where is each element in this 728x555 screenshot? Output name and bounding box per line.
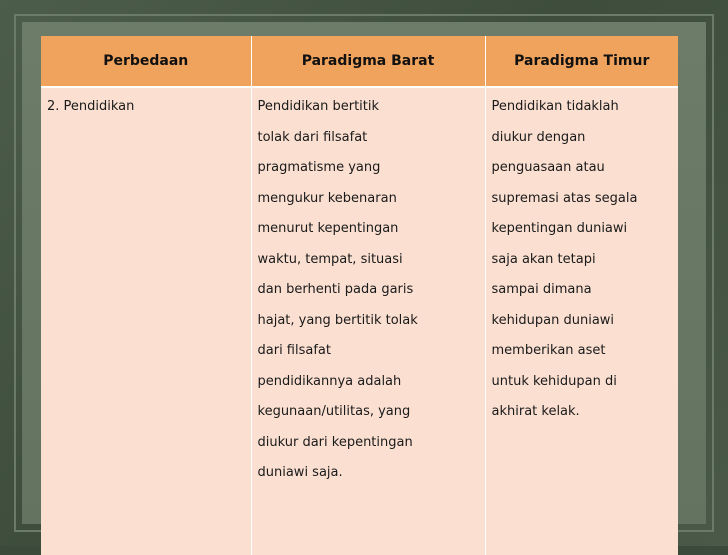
barat-line: diukur dari kepentingan <box>257 434 413 450</box>
barat-line: dan berhenti pada garis <box>257 282 414 297</box>
header-paradigma-timur: Paradigma Timur <box>485 36 678 87</box>
barat-line: dari filsafat <box>257 343 331 358</box>
barat-line: kegunaan/utilitas, yang <box>257 404 411 419</box>
timur-line: kehidupan duniawi <box>491 312 615 328</box>
barat-line: hajat, yang bertitik tolak <box>257 312 418 328</box>
timur-line: penguasaan atau <box>491 160 605 175</box>
comparison-table <box>41 36 678 555</box>
table-header-row <box>41 36 678 87</box>
header-paradigma-barat: Paradigma Barat <box>251 36 485 87</box>
timur-line: memberikan aset <box>491 343 606 358</box>
barat-line: menurut kepentingan <box>257 221 399 236</box>
timur-line: supremasi atas segala <box>491 190 638 206</box>
cell-aspect <box>41 87 251 555</box>
barat-line: pragmatisme yang <box>257 160 381 175</box>
barat-line: duniawi saja. <box>257 465 343 480</box>
table-row <box>41 87 678 555</box>
timur-line: Pendidikan tidaklah <box>491 99 619 114</box>
barat-line: Pendidikan bertitik <box>257 99 380 114</box>
barat-line: waktu, tempat, situasi <box>257 251 403 267</box>
timur-line: kepentingan duniawi <box>491 221 628 236</box>
timur-line: sampai dimana <box>491 282 592 297</box>
barat-line: pendidikannya adalah <box>257 373 402 389</box>
barat-line: mengukur kebenaran <box>257 190 397 206</box>
timur-line: akhirat kelak. <box>491 404 580 419</box>
cell-paradigma-timur <box>485 87 678 555</box>
timur-line: saja akan tetapi <box>491 251 596 267</box>
barat-line: tolak dari filsafat <box>257 129 368 145</box>
timur-line: diukur dengan <box>491 129 586 145</box>
timur-line: untuk kehidupan di <box>491 373 617 389</box>
cell-paradigma-barat <box>251 87 485 555</box>
header-perbedaan: Perbedaan <box>41 36 251 87</box>
aspect-text: 2. Pendidikan <box>47 99 135 114</box>
